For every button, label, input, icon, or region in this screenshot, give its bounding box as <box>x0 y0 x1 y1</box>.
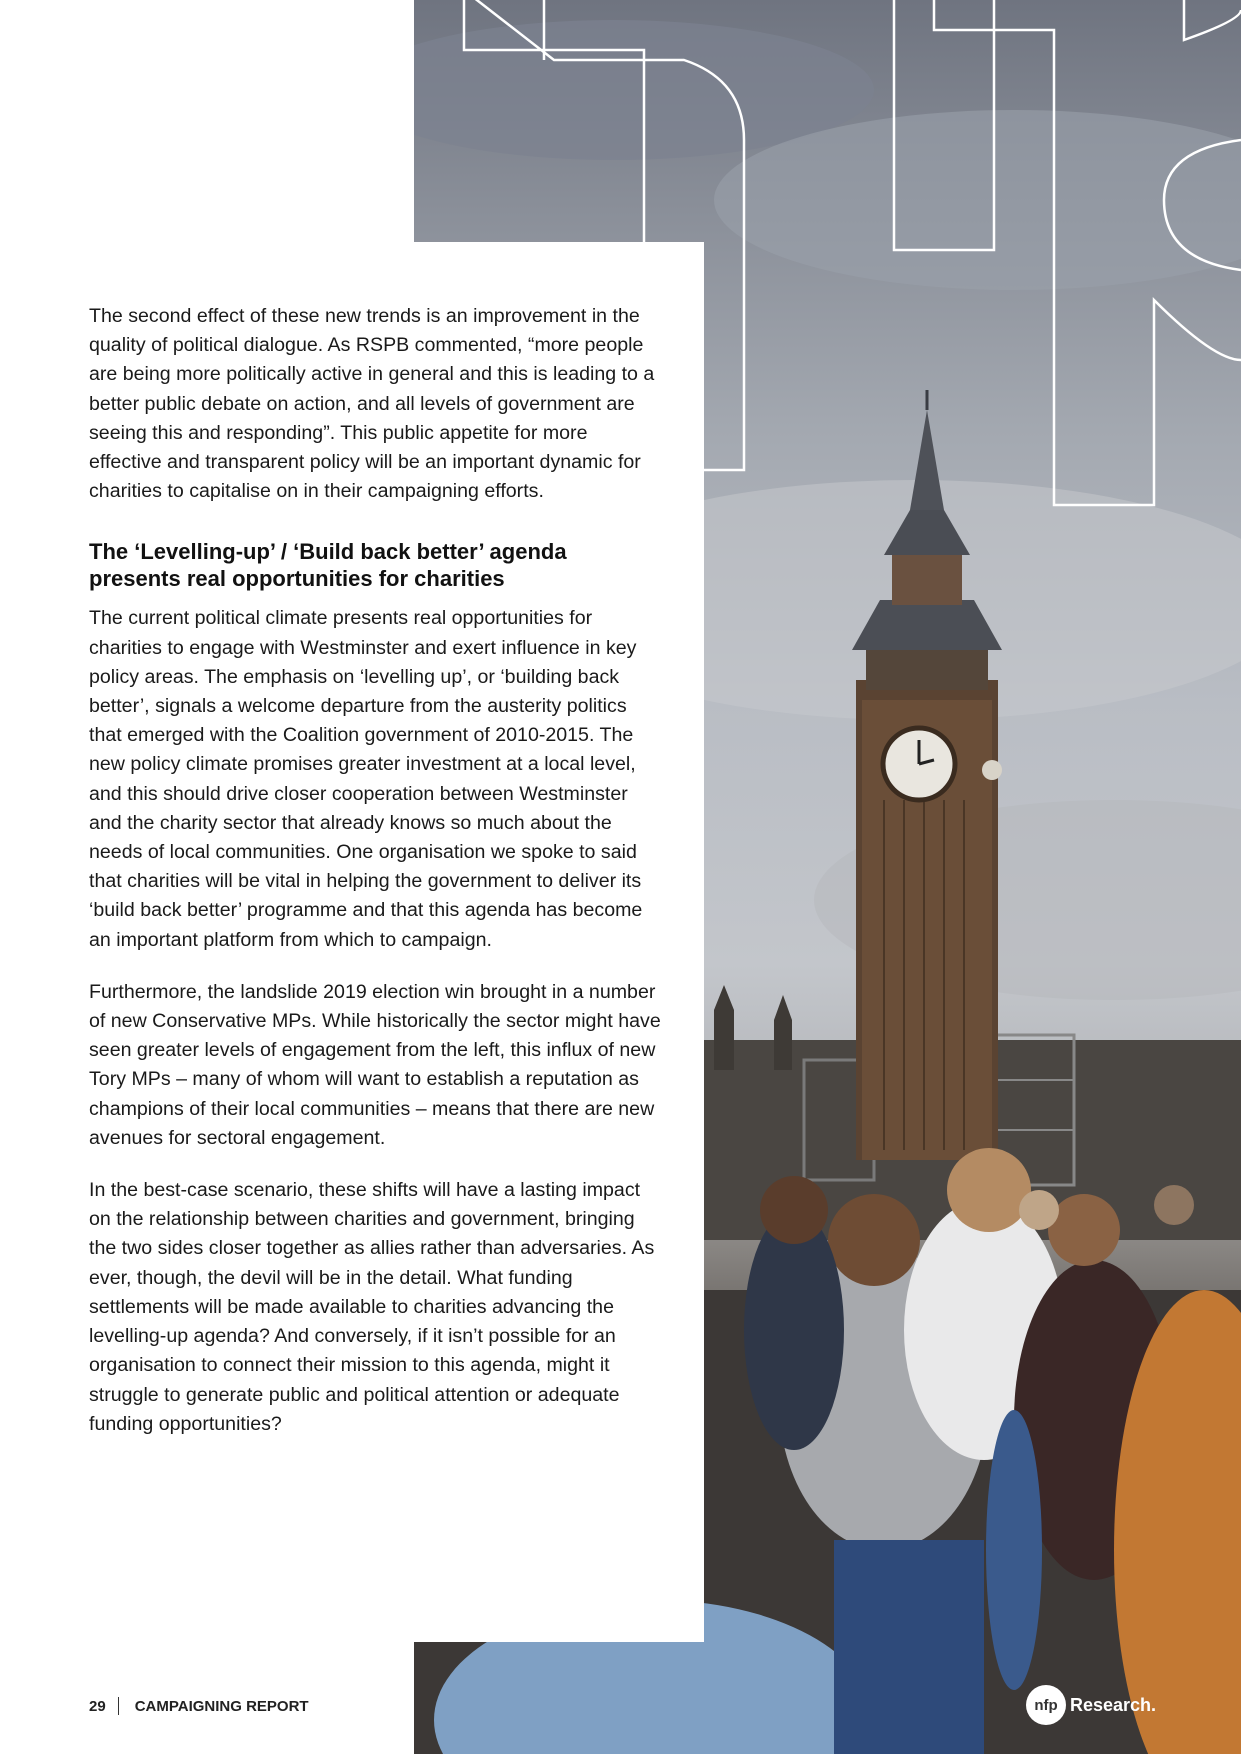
page-number: 29 <box>89 1697 106 1715</box>
footer-divider <box>118 1697 119 1715</box>
page-footer <box>89 1697 309 1715</box>
nfp-logo-mark: nfp <box>1026 1685 1066 1725</box>
paragraph-opportunities: The current political climate presents real opportunities for charities to engage with Westminster and exert influence in key policy areas. The emphasis on ‘levelling up’, or ‘building back better’, signals a welcome departure from the austerity politics that emerged with the Coalition government of 2010-2015. The new policy climate promises greater investment at a local level, and this should drive closer cooperation between Westminster and the charity sector that already knows so much about the needs of local communities. One organisation we spoke to said that charities will be vital in helping the government to deliver its ‘build back better’ programme and that this agenda has become an important platform from which to campaign. <box>89 607 643 951</box>
section-heading: The ‘Levelling-up’ / ‘Build back better’ agenda presents real opportunities for charities <box>89 539 567 592</box>
report-title: CAMPAIGNING REPORT <box>134 1697 309 1715</box>
white-top-block <box>0 0 414 242</box>
article-body <box>89 302 664 1462</box>
logo-wordmark: Research. <box>1070 1694 1157 1715</box>
paragraph-intro: The second effect of these new trends is an improvement in the quality of political dialogue. As RSPB commented, “more people are being more politically active in general and this is leading to a better public debate on action, and all levels of government are seeing this and responding”. This public appetite for more effective and transparent policy will be an important dynamic for charities to capitalise on in their campaigning efforts. <box>89 305 655 503</box>
paragraph-best-case: In the best-case scenario, these shifts will have a lasting impact on the relationship between charities and government, bringing the two sides closer together as allies rather than adversaries. As ever, though, the devil will be in the detail. What funding settlements will be made available to charities advancing the levelling-up agenda? And conversely, if it isn’t possible for an organisation to connect their mission to this agenda, might it struggle to generate public and political attention or adequate funding opportunities? <box>89 1179 655 1435</box>
paragraph-conservative-mps: Furthermore, the landslide 2019 election win brought in a number of new Conservative MPs. While historically the sector might have seen greater levels of engagement from the left, this influx of new Tory MPs – many of whom will want to establish a reputation as champions of their local communities – means that there are new avenues for sectoral engagement. <box>89 980 661 1149</box>
nfp-research-logo <box>1026 1685 1156 1725</box>
